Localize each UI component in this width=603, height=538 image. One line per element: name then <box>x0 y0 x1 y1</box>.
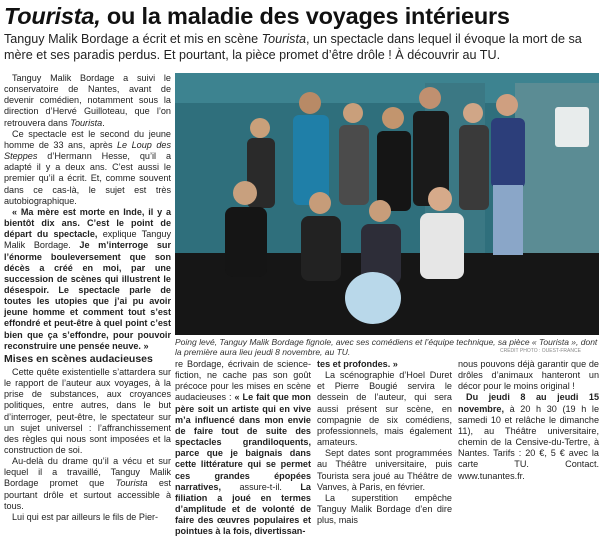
quote-paragraph <box>4 207 171 352</box>
text: La filiation a joué en termes d’amplitude et de volonté de faire des œuvres populaires et pointues à la fois, divertissan- <box>175 481 311 537</box>
lead-text-3: , un spectacle dans lequel il évoque la mort de sa mère et ses paradis perdus. Et pourtant, la pièce promet d’être drôle ! À découvrir au TU. <box>4 32 582 62</box>
headline <box>4 2 600 30</box>
lead-paragraph <box>4 31 600 63</box>
event-dates: Du jeudi 8 au jeudi 15 novembre, <box>458 392 599 414</box>
paragraph: nous pouvons déjà garantir que de drôles d’animaux hanteront un décor pour le moins original ! <box>458 359 599 392</box>
paragraph <box>4 456 171 512</box>
paragraph <box>4 129 171 207</box>
paragraph: Cette quête existentielle s’attardera sur le rapport de l’auteur aux voyages, à la prise de substances, aux croyances politiques, entre autres, dans le but d’interroger, peut-être, le spectateur sur un sujet universel : l’affranchissement des règles qui nous sont imposées et la construction de soi. <box>4 366 171 455</box>
text: . <box>102 117 105 128</box>
text: à 20 h 30 (19 h le samedi 10 et relâche le dimanche 11), au Théâtre universitaire, chemin de la Censive-du-Tertre, à Nantes. Tarifs : 20 €, 5 € avec la carte TU. Contact. www.tunantes.fr. <box>458 403 599 481</box>
paragraph: La superstition empêche Tanguy Malik Bordage d’en dire plus, mais <box>317 492 452 526</box>
text: Poing levé, Tanguy Malik Bordage fignole, avec ses comédiens et l’équipe technique, sa pièce « <box>175 337 539 347</box>
column-2 <box>175 359 311 538</box>
text: assure-t-il. <box>221 481 301 492</box>
paragraph <box>4 73 171 129</box>
text: », dont la première aura lieu jeudi 8 novembre, au TU. <box>175 337 598 357</box>
lead-text-1: Tanguy Malik Bordage a écrit et mis en scène <box>4 32 262 46</box>
headline-rest: ou la maladie des voyages intérieurs <box>100 3 510 29</box>
text: Ce spectacle est le second du jeune homme de 33 ans, après <box>4 128 171 150</box>
text: Le Loup des Steppes <box>4 139 172 162</box>
text: Tourista <box>70 117 103 128</box>
text: est pourtant drôle et surtout accessible à tous. <box>4 478 171 511</box>
text: Tourista <box>539 337 569 347</box>
paragraph: Sept dates sont programmées au Théâtre universitaire, puis Tourista sera joué au Théâtre de Vanves, à Paris, en février. <box>317 448 452 492</box>
column-3 <box>317 359 452 526</box>
lead-text-2: Tourista <box>261 32 306 46</box>
text: d’Hermann Hesse, qu’il a adapté il y a deux ans. C’est aussi le premier qu’il a écrit. Et, comme souvent dans ce cas-là, le sujet est très autobiographique. <box>4 151 171 206</box>
text: « Ma mère est morte en Inde, il y a bientôt dix ans. C’est le point de départ du spectacle, <box>4 206 171 240</box>
text: Tanguy Malik Bordage a suivi le conservatoire de Nantes, avant de devenir comédien, notamment sous la direction d’Hervé Guilloteau, que l’on retrouvera dans <box>4 73 171 128</box>
text: Tourista <box>115 478 148 489</box>
subheading: Mises en scènes audacieuses <box>4 352 153 365</box>
column-4 <box>458 359 599 482</box>
text: explique Tanguy Malik Bordage. <box>4 229 171 251</box>
paragraph <box>175 359 311 538</box>
text: re Bordage, écrivain de science-fiction, ne cache pas son goût précoce pour les mises en scène audacieuses : <box>175 359 311 403</box>
paragraph: tes et profondes. » <box>317 359 398 369</box>
paragraph: Lui qui est par ailleurs le fils de Pier- <box>12 511 159 522</box>
article-photo <box>175 73 599 335</box>
headline-title: Tourista, <box>4 3 101 29</box>
photo-caption <box>175 337 599 357</box>
text: Au-delà du drame qu’il a vécu et sur lequel il a travaillé, Tanguy Malik Bordage promet que <box>4 456 171 489</box>
photo-credit: CRÉDIT PHOTO : OUEST-FRANCE <box>500 348 581 354</box>
event-info <box>458 392 599 481</box>
text: « Le fait que mon père soit un artiste qui en vive m’a influencé dans mon envie de faire tout de suite des spectacles grandiloquents, parce que je baignais dans cette littérature qui se permet ces grandes épopées narratives, <box>175 392 311 492</box>
text: Je m’interroge sur l’énorme bouleversement que son décès a créé en moi, par une succession de scènes qui illustrent le désespoir. Le spectacle parle de toutes les utopies que j’ai pu avoir jeune homme et comment tout s’est effondré et peut-être à quel point c’est bien que ça s’effondre, pour pouvoir reconstruire une pensée neuve. » <box>4 240 171 351</box>
paragraph: La scénographie d’Hoel Duret et Pierre Bougié servira le dessein de l’auteur, qui sera aussi présent sur scène, en compagnie de six comédiens, professionnels, mais également amateurs. <box>317 370 452 448</box>
theatre-troupe-photo <box>175 73 599 335</box>
column-1 <box>4 73 171 523</box>
